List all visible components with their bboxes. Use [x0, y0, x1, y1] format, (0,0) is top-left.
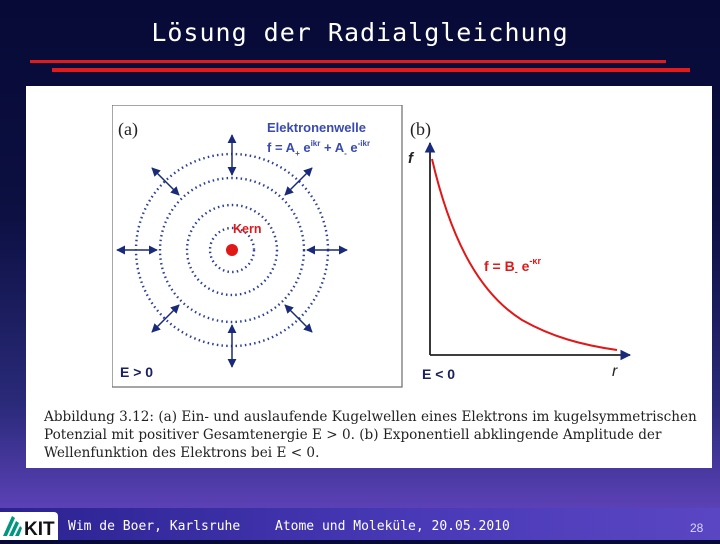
energy-label-b: E < 0: [422, 366, 456, 382]
title-underline-top: [30, 60, 666, 63]
x-axis-label: r: [612, 363, 618, 380]
kit-logo-mark: [0, 512, 58, 540]
title-underline-bottom: [52, 68, 690, 72]
radial-solution-figure: [112, 105, 642, 390]
curve-formula: $f = B_-$ $e^{-\kappa r}$: [484, 256, 541, 277]
decay-curve: [432, 159, 617, 350]
panel-b-label: (b): [410, 119, 431, 139]
panel-a: [112, 105, 402, 387]
y-axis-label: f: [408, 150, 413, 167]
figure-caption: Abbildung 3.12: (a) Ein- und auslaufende Kugelwellen eines Elektrons im kugelsymmetrischen Potenzial mit positiver Gesamtenergie E > 0. (b) Exponentiell abklingende Amplitude der Wellenfunktion des Elektrons bei E < 0.: [44, 409, 697, 461]
kit-logo: [0, 512, 58, 540]
nucleus-dot: [226, 244, 238, 256]
energy-label-a: E > 0: [120, 364, 154, 380]
footer-author: Wim de Boer, Karlsruhe: [68, 519, 241, 534]
panel-a-label: (a): [118, 119, 138, 139]
footer-course: Atome und Moleküle, 20.05.2010: [275, 519, 510, 534]
nucleus-label: Kern: [233, 222, 262, 236]
panel-b: [408, 119, 630, 387]
page-number: 28: [690, 521, 704, 535]
wave-heading: Elektronenwelle: [267, 120, 366, 135]
wave-formula: $f = A_+$ $e^{ikr} + A_-$ $e^{-ikr}$: [267, 139, 371, 158]
kit-logo-text: KIT: [24, 519, 55, 540]
slide-title: Lösung der Radialgleichung: [151, 18, 569, 47]
